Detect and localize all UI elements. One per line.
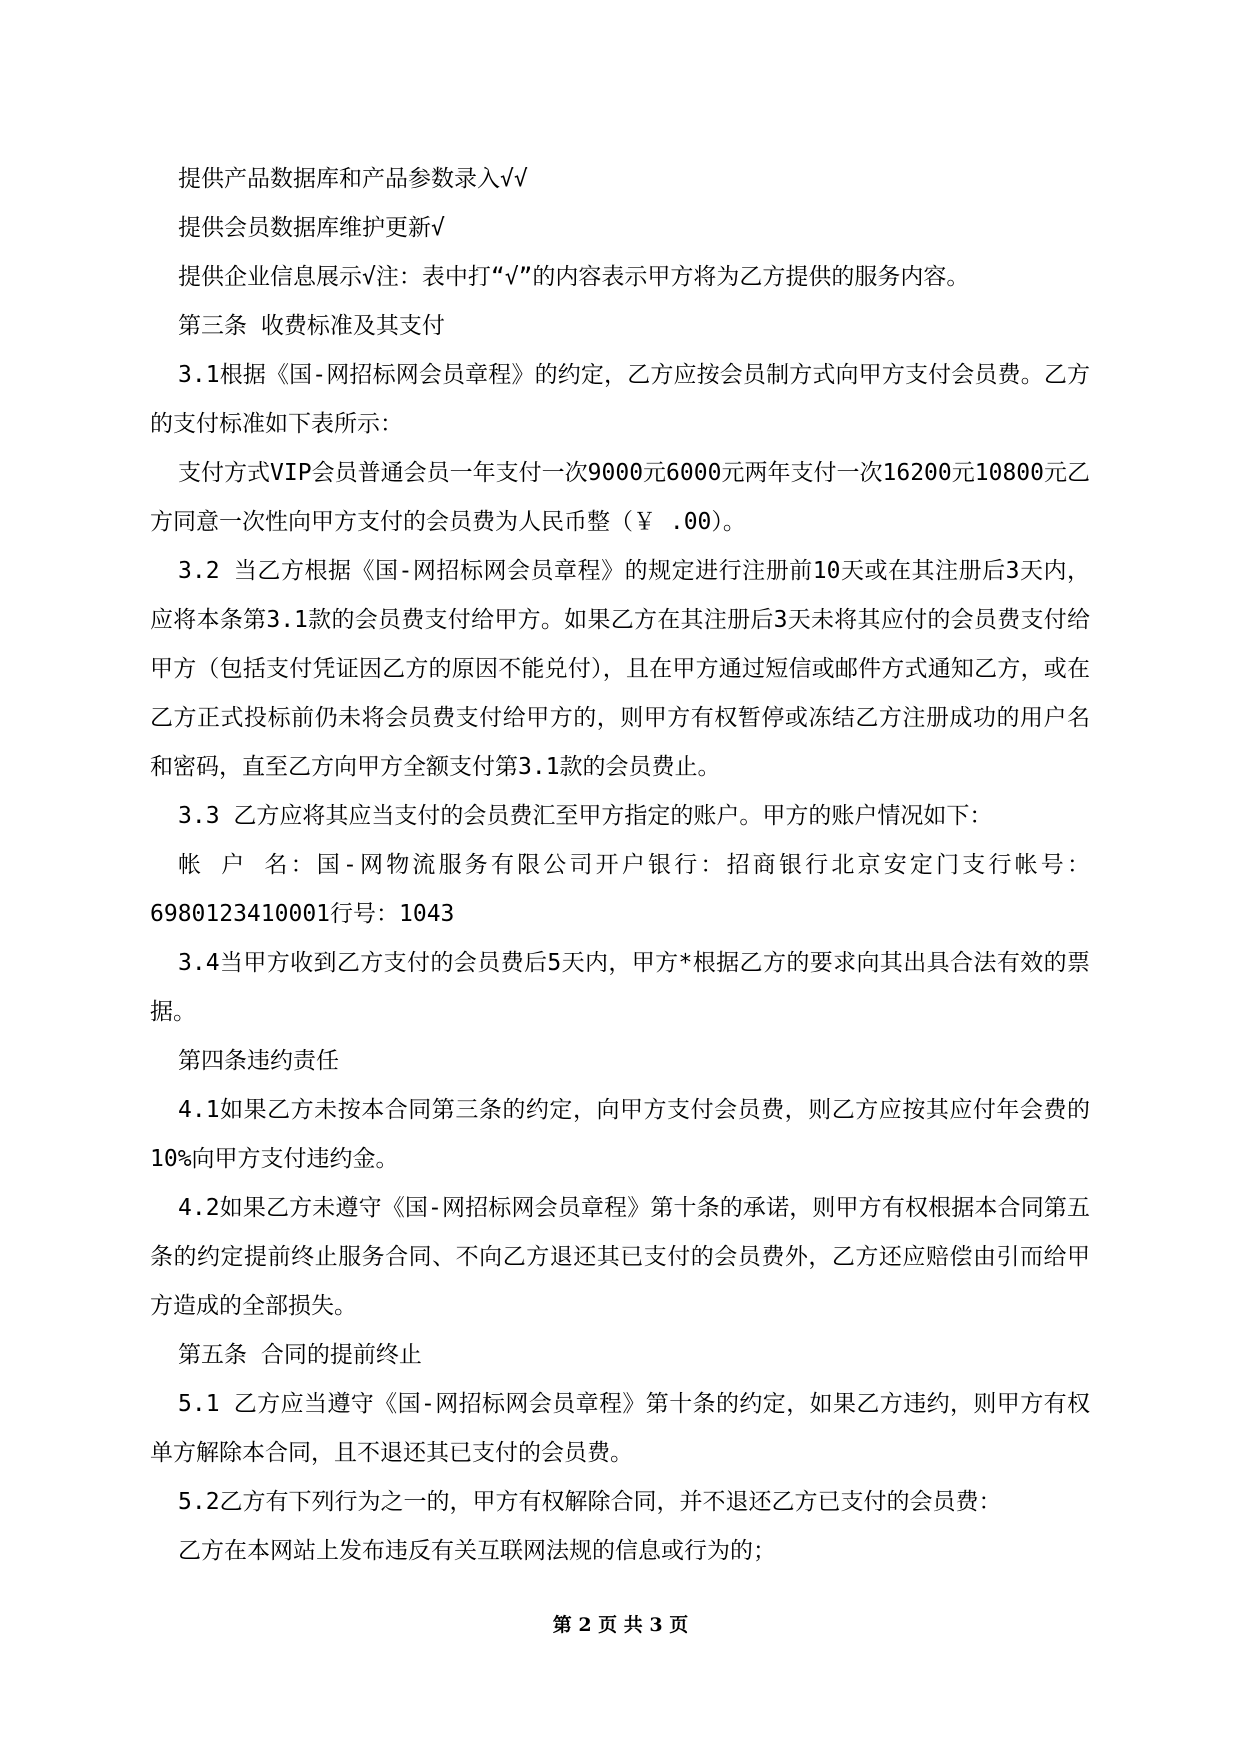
paragraph: 3.2 当乙方根据《国-网招标网会员章程》的规定进行注册前10天或在其注册后3天内，应将本条第3.1款的会员费支付给甲方。如果乙方在其注册后3天未将其应付的会员费支付给甲方（包括支付凭证因乙方的原因不能兑付），且在甲方通过短信或邮件方式通知乙方，或在乙方正式投标前仍未将会员费支付给甲方的，则甲方有权暂停或冻结乙方注册成功的用户名和密码，直至乙方向甲方全额支付第3.1款的会员费止。 [150, 558, 1090, 780]
paragraph: 5.1 乙方应当遵守《国-网招标网会员章程》第十条的约定，如果乙方违约，则甲方有权单方解除本合同，且不退还其已支付的会员费。 [150, 1391, 1090, 1466]
paragraph: 帐 户 名：国-网物流服务有限公司开户银行：招商银行北京安定门支行帐号：6980123410001行号：1043 [150, 852, 1090, 927]
paragraph: 5.2乙方有下列行为之一的，甲方有权解除合同，并不退还乙方已支付的会员费： [178, 1489, 1002, 1515]
section-heading: 第五条 合同的提前终止 [178, 1342, 422, 1368]
paragraph: 3.4当甲方收到乙方支付的会员费后5天内，甲方*根据乙方的要求向其出具合法有效的票据。 [150, 950, 1090, 1025]
section-heading: 第三条 收费标准及其支付 [178, 313, 445, 339]
paragraph: 4.2如果乙方未遵守《国-网招标网会员章程》第十条的承诺，则甲方有权根据本合同第五条的约定提前终止服务合同、不向乙方退还其已支付的会员费外，乙方还应赔偿由引而给甲方造成的全部损失。 [150, 1195, 1090, 1319]
section-heading: 第四条违约责任 [178, 1048, 339, 1074]
paragraph: 提供企业信息展示√注：表中打“√”的内容表示甲方将为乙方提供的服务内容。 [178, 264, 970, 290]
paragraph: 3.3 乙方应将其应当支付的会员费汇至甲方指定的账户。甲方的账户情况如下： [178, 803, 993, 829]
paragraph: 提供产品数据库和产品参数录入√√ [178, 166, 528, 192]
paragraph: 4.1如果乙方未按本合同第三条的约定，向甲方支付会员费，则乙方应按其应付年会费的10%向甲方支付违约金。 [150, 1097, 1090, 1172]
document-body [150, 155, 1090, 1576]
paragraph: 乙方在本网站上发布违反有关互联网法规的信息或行为的； [178, 1538, 776, 1564]
page-footer: 第 2 页 共 3 页 [552, 1614, 689, 1636]
paragraph: 3.1根据《国-网招标网会员章程》的约定，乙方应按会员制方式向甲方支付会员费。乙方的支付标准如下表所示： [150, 362, 1090, 437]
paragraph: 提供会员数据库维护更新√ [178, 215, 445, 241]
paragraph: 支付方式VIP会员普通会员一年支付一次9000元6000元两年支付一次16200元10800元乙方同意一次性向甲方支付的会员费为人民币整（￥ .00）。 [150, 460, 1090, 535]
